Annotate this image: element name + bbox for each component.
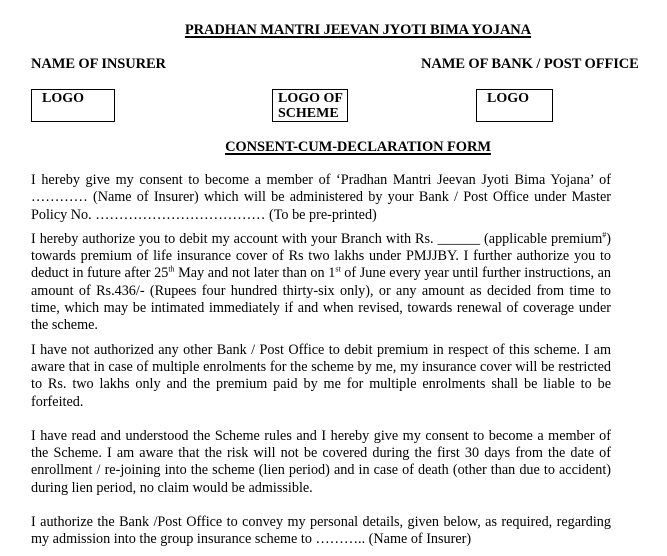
premium-footnote-mark: # [602, 230, 607, 240]
document-title: PRADHAN MANTRI JEEVAN JYOTI BIMA YOJANA [184, 22, 532, 38]
bank-name-heading: NAME OF BANK / POST OFFICE [421, 56, 639, 72]
debit-text-part3: May and not later than on 1 [174, 265, 336, 282]
debit-text-part4: of June every year until further instructions, an amount of Rs.436/- (Rupees four hundred thirty-six only), or any amount as decided from time to time, which may be intimated immediately if and when revised, towards renewal of coverage under the scheme. [31, 265, 612, 334]
no-other-authorization-paragraph: I have not authorized any other Bank / Post Office to debit premium in respect of this scheme. I am aware that in case of multiple enrolments for the scheme by me, my insurance cover will be restricted to Rs. two lakhs only and the premium paid by me for multiple enrolments shall be liable to be forfeited. [31, 341, 611, 410]
ordinal-suffix-st: st [335, 264, 341, 274]
scheme-rules-paragraph: I have read and understood the Scheme rules and I hereby give my consent to become a member of the Scheme. I am aware that the risk will not be covered during the first 30 days from the date of enrollment / re-joining into the scheme (lien period) and in case of death (other than due to accident) during lien period, no claim would be admissible. [31, 427, 611, 496]
debit-text-part2: ) towards premium of life insurance cover of Rs two lakhs under PMJJBY. I further authorize you to deduct in future after 25 [31, 230, 611, 282]
scheme-logo-label-line1: LOGO OF [278, 91, 343, 106]
scheme-logo-label-line2: SCHEME [278, 106, 339, 121]
personal-details-paragraph: I authorize the Bank /Post Office to convey my personal details, given below, as required, regarding my admission into the group insurance scheme to ……….. (Name of Insurer) [31, 514, 611, 548]
consent-paragraph: I hereby give my consent to become a member of ‘Pradhan Mantri Jeevan Jyoti Bima Yojana’ of ………… (Name of Insurer) which will be administered by your Bank / Post Office under Master Policy No. ……………………………… (To be pre-printed) [31, 172, 611, 223]
debit-text-part1: I hereby authorize you to debit my account with your Branch with Rs. ______ (applicable premium [31, 230, 603, 247]
insurer-logo-placeholder [31, 89, 115, 122]
bank-logo-placeholder [476, 89, 553, 122]
declaration-body [31, 172, 611, 556]
debit-authorization-paragraph [31, 231, 611, 335]
scheme-logo-placeholder [272, 89, 348, 122]
insurer-logo-label: LOGO [42, 91, 85, 106]
form-subtitle: CONSENT-CUM-DECLARATION FORM [225, 139, 491, 155]
bank-logo-label: LOGO [487, 91, 530, 106]
insurer-name-heading: NAME OF INSURER [31, 56, 166, 72]
ordinal-suffix-th: th [168, 264, 175, 274]
